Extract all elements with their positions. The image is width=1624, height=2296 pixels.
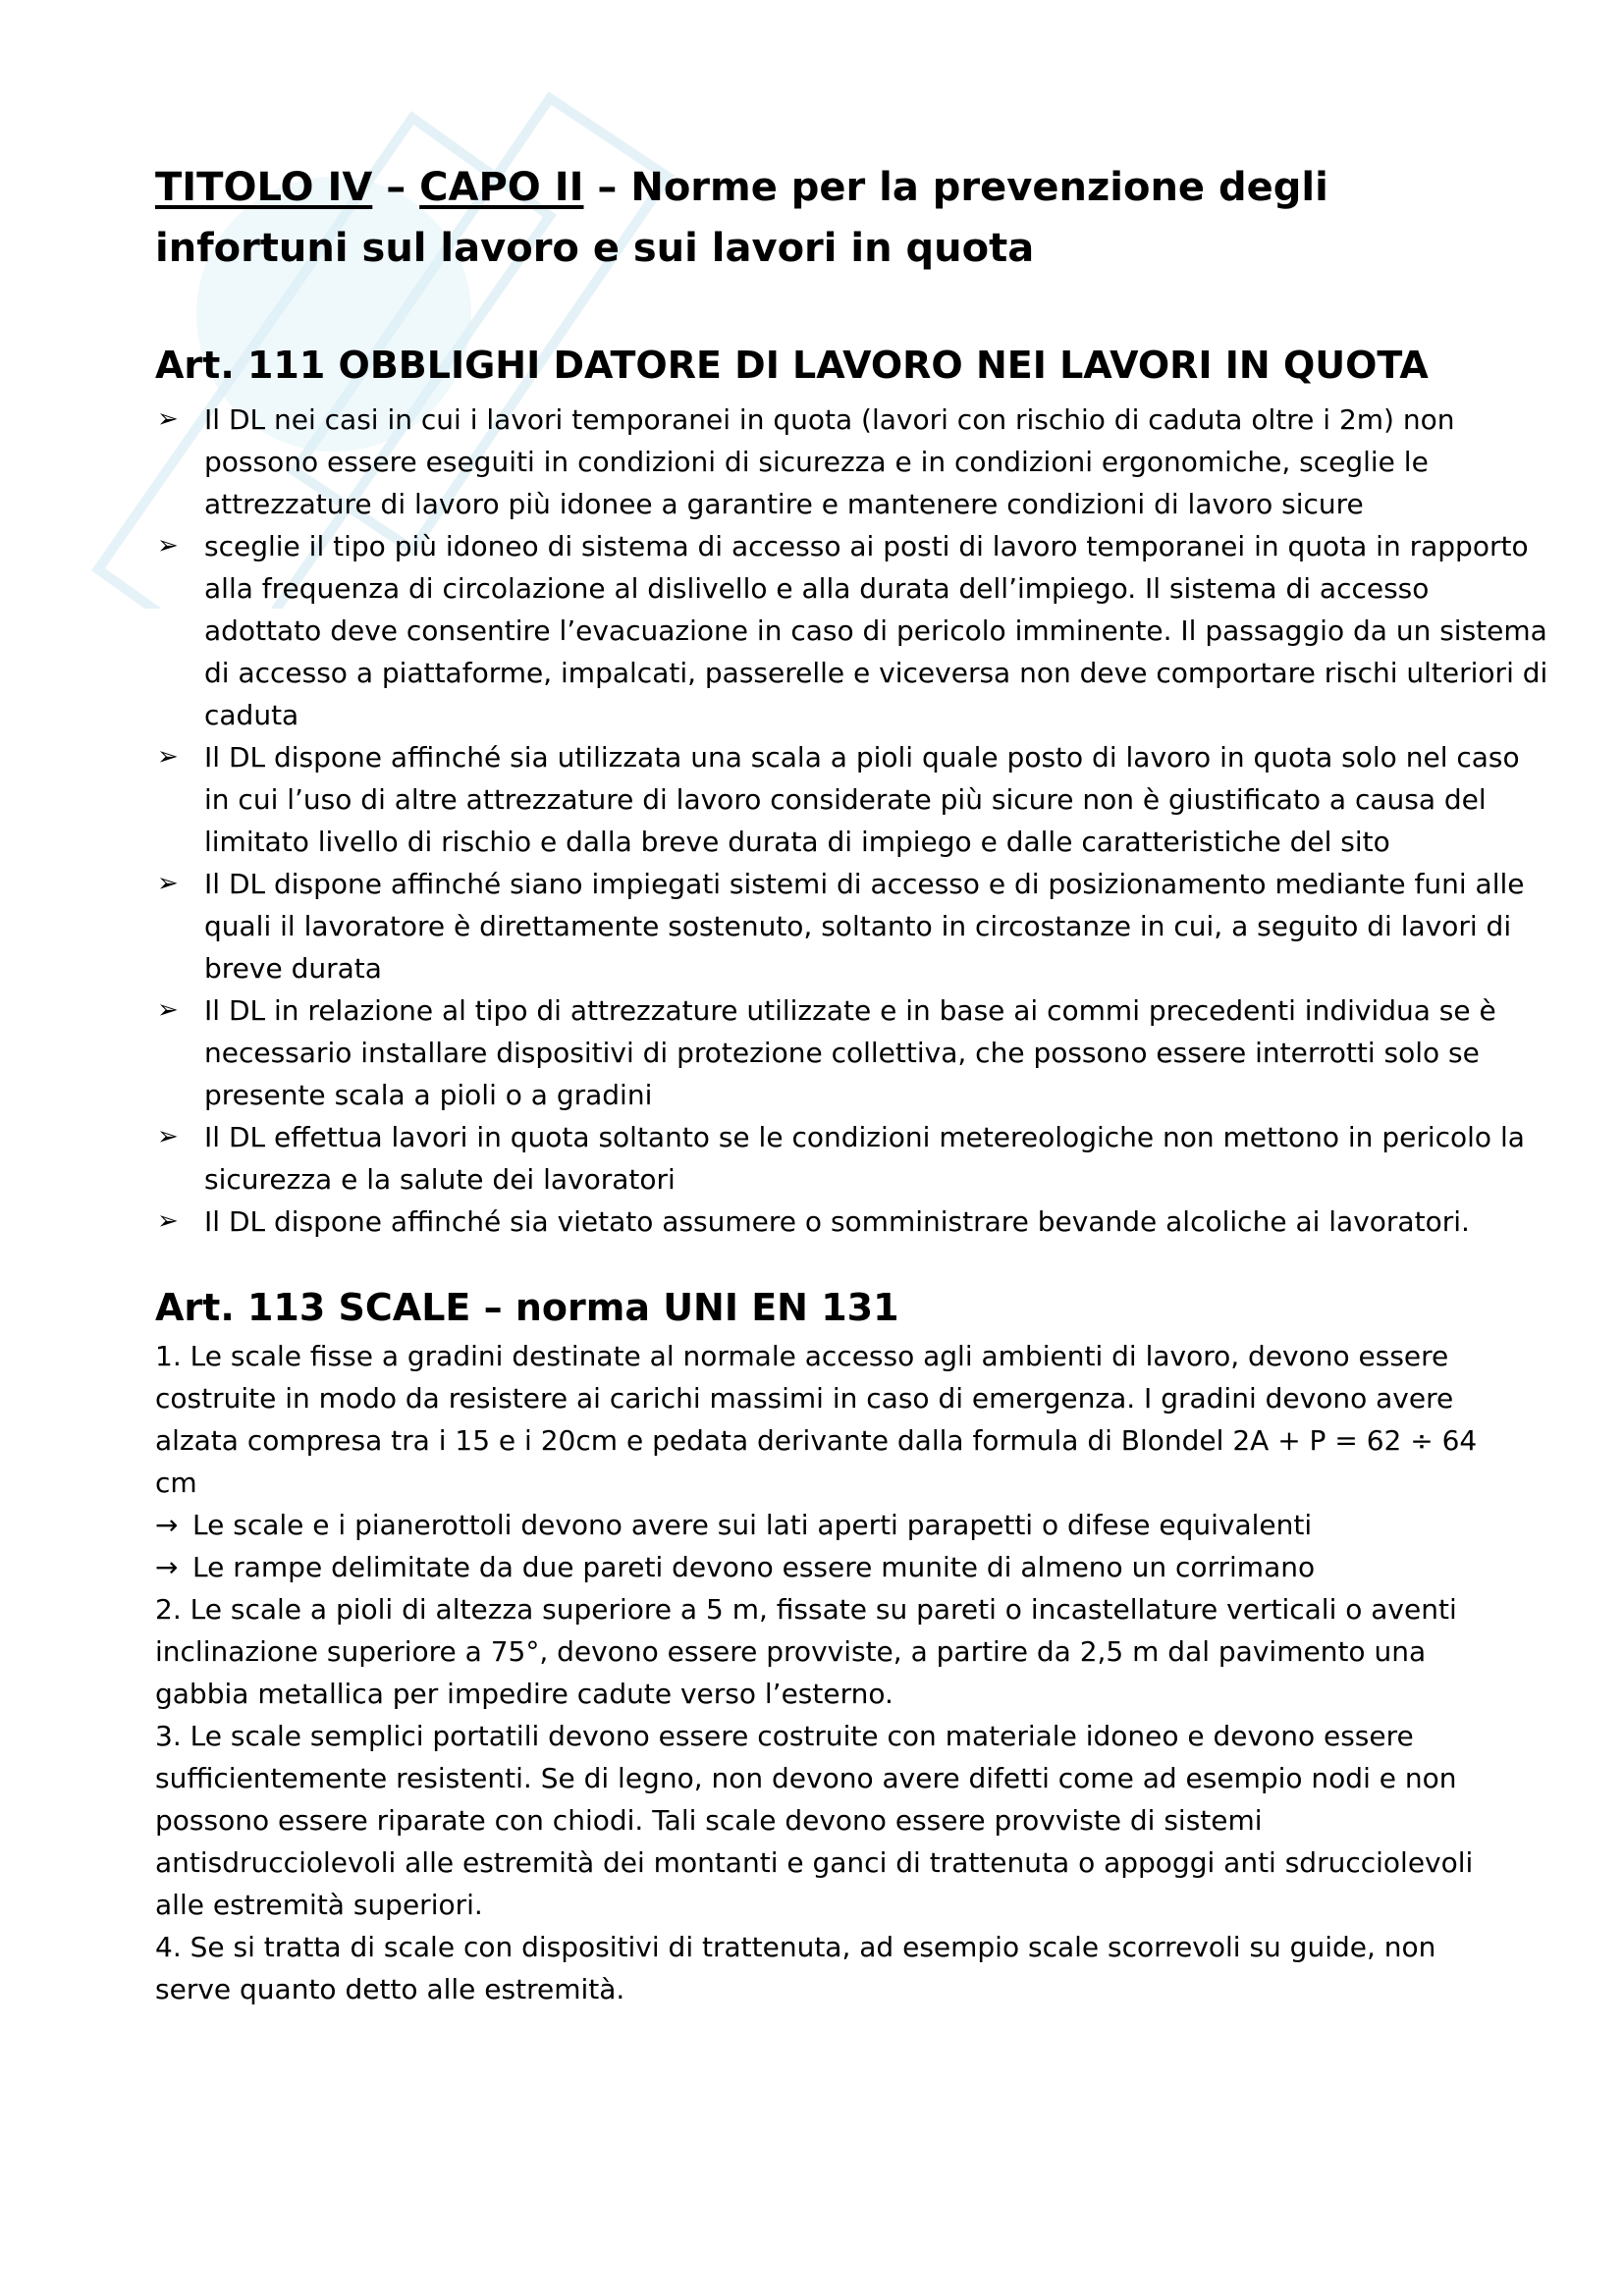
title-capo: CAPO II (419, 165, 584, 210)
list-item (155, 399, 1549, 525)
title-titolo: TITOLO IV (155, 165, 373, 210)
list-item (155, 1116, 1549, 1201)
list-item (155, 736, 1549, 863)
arrow-line-text: Le scale e i pianerottoli devono avere sui lati aperti parapetti o difese equivalenti (192, 1509, 1313, 1541)
list-item (155, 863, 1549, 989)
arrow-bullet-icon: ➢ (157, 869, 179, 898)
list-item-text: Il DL dispone affinché siano impiegati sistemi di accesso e di posizionamento mediante funi alle quali il lavoratore è direttamente sostenuto, soltanto in circostanze in cui, a seguito di lavori di breve durata (204, 868, 1525, 985)
art113-arrow-line-2 (155, 1546, 1490, 1588)
right-arrow-icon: → (155, 1551, 179, 1583)
list-item-text: Il DL nei casi in cui i lavori temporanei in quota (lavori con rischio di caduta oltre i 2m) non possono essere eseguiti in condizioni di sicurezza e in condizioni ergonomiche, sceglie le attrezzature di lavoro più idonee a garantire e mantenere condizioni di lavoro sicure (204, 403, 1455, 520)
document-title (155, 157, 1490, 279)
list-item-text: Il DL dispone affinché sia vietato assumere o somministrare bevande alcoliche ai lavoratori. (204, 1205, 1470, 1238)
document-page (155, 157, 1548, 2010)
title-rest: – Norme per la prevenzione degli infortuni sul lavoro e sui lavori in quota (155, 165, 1328, 271)
arrow-bullet-icon: ➢ (157, 1206, 179, 1236)
arrow-bullet-icon: ➢ (157, 404, 179, 434)
list-item (155, 1201, 1549, 1243)
right-arrow-icon: → (155, 1509, 179, 1541)
arrow-bullet-icon: ➢ (157, 1122, 179, 1151)
art113-paragraph-4: 4. Se si tratta di scale con dispositivi di trattenuta, ad esempio scale scorrevoli su guide, non serve quanto detto alle estremità. (155, 1931, 1436, 2005)
arrow-bullet-icon: ➢ (157, 742, 179, 772)
art111-heading: Art. 111 OBBLIGHI DATORE DI LAVORO NEI LAVORI IN QUOTA (155, 344, 1429, 387)
art113-paragraph-1: 1. Le scale fisse a gradini destinate al normale accesso agli ambienti di lavoro, devono essere costruite in modo da resistere ai carichi massimi in caso di emergenza. I gradini devono avere alzata compresa tra i 15 e i 20cm e pedata derivante dalla formula di Blondel 2A + P = 62 ÷ 64 cm (155, 1340, 1478, 1499)
title-separator: – (372, 165, 420, 210)
list-item (155, 525, 1549, 736)
list-item-text: sceglie il tipo più idoneo di sistema di accesso ai posti di lavoro temporanei in quota in rapporto alla frequenza di circolazione al dislivello e alla durata dell’impiego. Il sistema di accesso adottato deve consentire l’evacuazione in caso di pericolo imminente. Il passaggio da un sistema di accesso a piattaforme, impalcati, passerelle e viceversa non deve comportare rischi ulteriori di caduta (204, 530, 1548, 731)
art113-arrow-line-1 (155, 1504, 1490, 1546)
list-item-text: Il DL dispone affinché sia utilizzata una scala a pioli quale posto di lavoro in quota solo nel caso in cui l’uso di altre attrezzature di lavoro considerate più sicure non è giustificato a causa del limitato livello di rischio e dalla breve durata di impiego e dalle caratteristiche del sito (204, 741, 1520, 858)
arrow-bullet-icon: ➢ (157, 531, 179, 561)
list-item-text: Il DL in relazione al tipo di attrezzature utilizzate e in base ai commi precedenti individua se è necessario installare dispositivi di protezione collettiva, che possono essere interrotti solo se presente scala a pioli o a gradini (204, 994, 1496, 1111)
list-item-text: Il DL effettua lavori in quota soltanto se le condizioni metereologiche non mettono in pericolo la sicurezza e la salute dei lavoratori (204, 1121, 1525, 1196)
art113-paragraph-2: 2. Le scale a pioli di altezza superiore a 5 m, fissate su pareti o incastellature verticali o aventi inclinazione superiore a 75°, devono essere provviste, a partire da 2,5 m dal pavimento una gabbia metallica per impedire cadute verso l’esterno. (155, 1593, 1457, 1710)
list-item (155, 989, 1549, 1116)
arrow-line-text: Le rampe delimitate da due pareti devono essere munite di almeno un corrimano (192, 1551, 1316, 1583)
art113-paragraph-3: 3. Le scale semplici portatili devono essere costruite con materiale idoneo e devono essere sufficientemente resistenti. Se di legno, non devono avere difetti come ad esempio nodi e non possono essere riparate con chiodi. Tali scale devono essere provviste di sistemi antisdrucciolevoli alle estremità dei montanti e ganci di trattenuta o appoggi anti sdrucciolevoli alle estremità superiori. (155, 1720, 1474, 1921)
art111-bullet-list (155, 399, 1548, 1243)
arrow-bullet-icon: ➢ (157, 995, 179, 1025)
art113-heading: Art. 113 SCALE – norma UNI EN 131 (155, 1286, 899, 1329)
